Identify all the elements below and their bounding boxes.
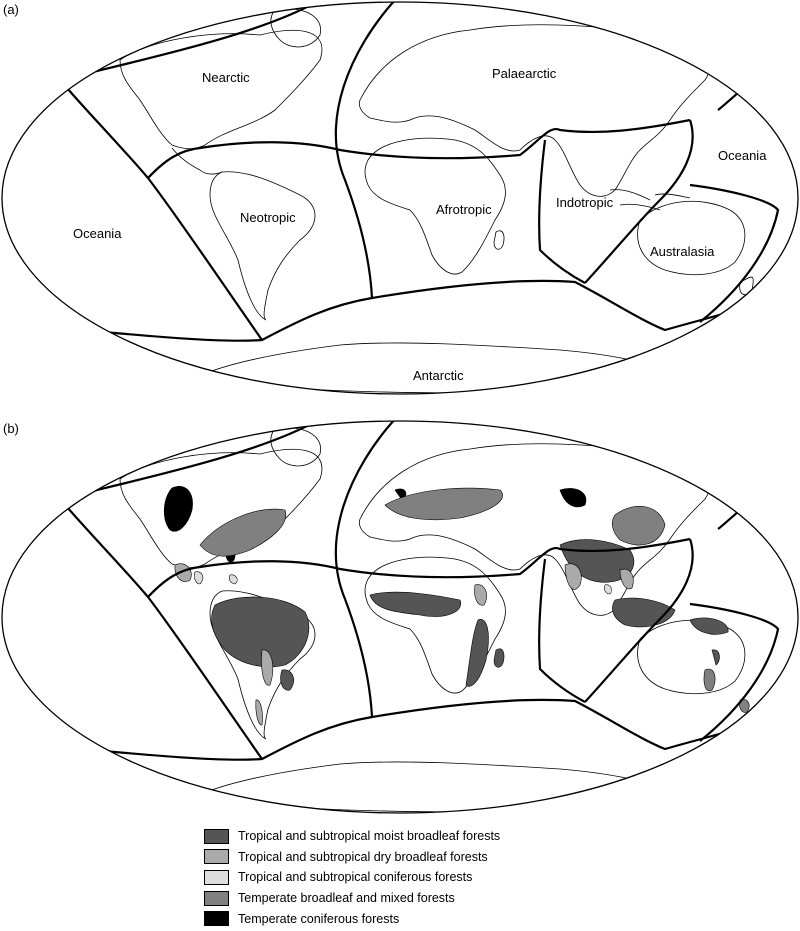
map-b-outline (2, 421, 798, 813)
realm-label-nearctic: Nearctic (202, 70, 250, 85)
legend-label: Tropical and subtropical dry broadleaf forests (238, 849, 488, 864)
panel-b-label: (b) (3, 421, 19, 436)
realm-label-antarctic: Antarctic (413, 368, 464, 383)
forest-tropical-moist-madagascar (494, 649, 504, 668)
legend-item (204, 826, 500, 847)
legend-swatch (204, 829, 229, 844)
map-a (2, 0, 798, 394)
realm-label-oceania-east: Oceania (718, 148, 767, 163)
realm-label-afrotropic: Afrotropic (436, 202, 492, 217)
legend-label: Temperate broadleaf and mixed forests (238, 891, 455, 906)
map-legend (204, 826, 500, 929)
legend-item (204, 908, 500, 929)
realm-label-neotropic: Neotropic (240, 210, 296, 225)
map-b (2, 419, 798, 813)
legend-swatch (204, 891, 229, 906)
legend-swatch (204, 849, 229, 864)
legend-item (204, 847, 500, 868)
legend-label: Temperate coniferous forests (238, 911, 400, 926)
realm-label-oceania-west: Oceania (73, 226, 122, 241)
forest-temperate-broadleaf-se-australia (704, 669, 715, 691)
legend-swatch (204, 870, 229, 885)
legend-item (204, 888, 500, 909)
realm-label-australasia: Australasia (650, 244, 715, 259)
map-a-outline (2, 2, 798, 394)
realm-label-palaearctic: Palaearctic (492, 66, 557, 81)
legend-label: Tropical and subtropical moist broadleaf forests (238, 829, 501, 844)
legend-item (204, 867, 500, 888)
legend-swatch (204, 911, 229, 926)
realm-label-indotropic: Indotropic (556, 195, 614, 210)
legend-label: Tropical and subtropical coniferous forests (238, 870, 473, 885)
forest-temperate-broadleaf-east-asia (612, 506, 665, 545)
panel-a-label: (a) (3, 2, 19, 17)
